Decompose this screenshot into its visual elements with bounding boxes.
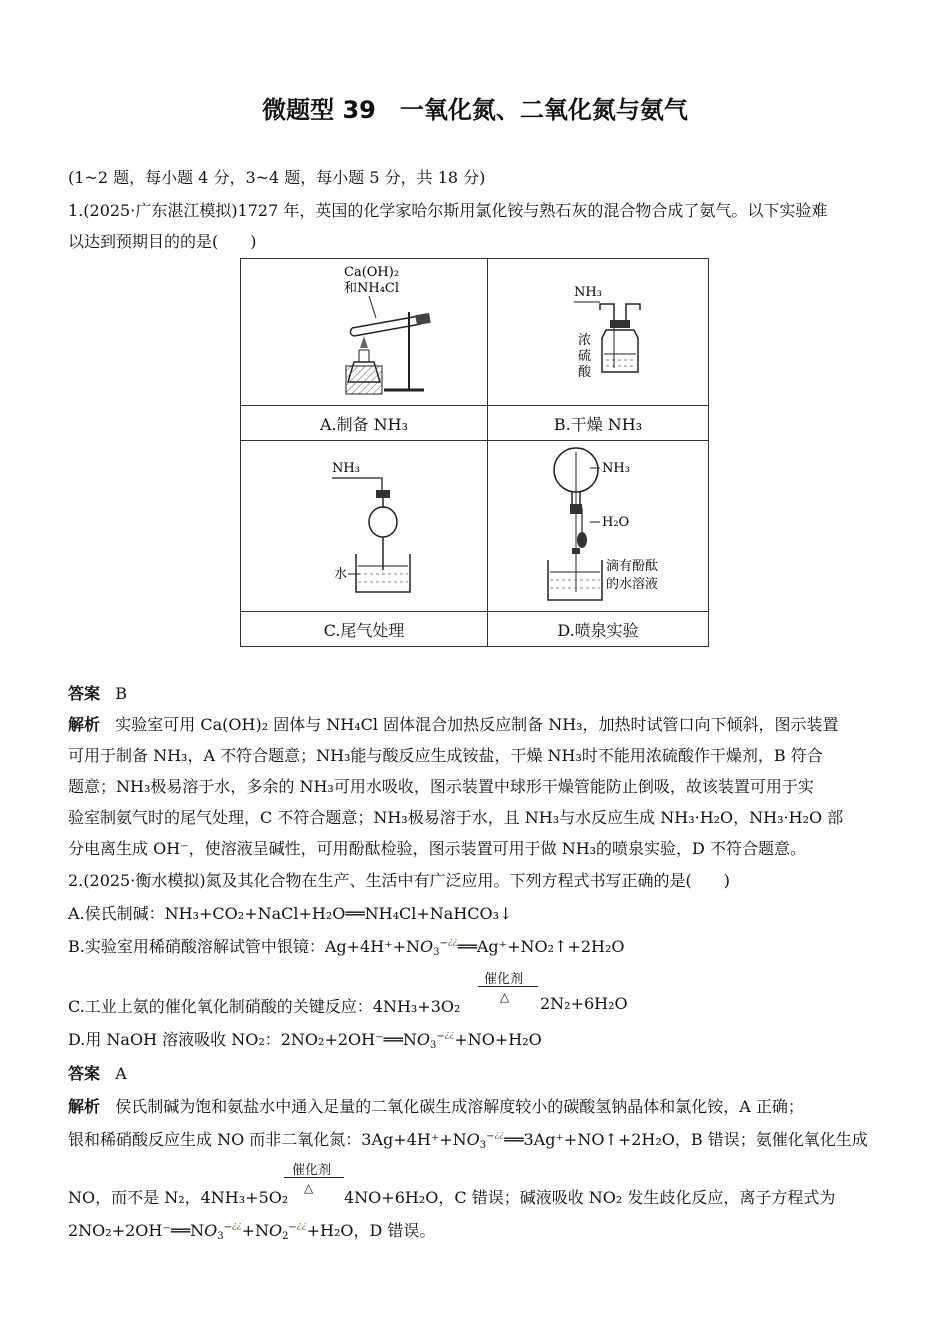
ion-sub: 3	[433, 947, 440, 958]
q2-option-d	[68, 1027, 542, 1050]
b-acid-3: 酸	[578, 365, 592, 380]
ion-o: O	[204, 1221, 218, 1240]
q2-analysis-3-post: 4NO+6H₂O，C 错误；碱液吸收 NO₂ 发生歧化反应，离子方程式为	[344, 1188, 836, 1207]
q2-analysis-line-4	[68, 1218, 435, 1241]
q2-option-a: A.侯氏制碱：NH₃+CO₂+NaCl+H₂O══NH₄Cl+NaHCO₃↓	[68, 904, 513, 923]
apparatus-table	[240, 258, 709, 647]
q1-answer-value: B	[115, 684, 128, 703]
q2-option-d-pre: D.用 NaOH 溶液吸收 NO₂：2NO₂+2OH⁻══N	[68, 1030, 417, 1049]
caption-b: B.干燥 NH₃	[488, 406, 709, 441]
ion-sup: −	[288, 1222, 297, 1233]
caption-c: C.尾气处理	[241, 612, 488, 647]
c-stopper	[376, 490, 390, 498]
q2-analysis-4-mid: +N	[241, 1221, 270, 1240]
ion-sup: −	[486, 1131, 495, 1142]
odd-glyphs: ¿¿	[447, 937, 458, 947]
question-2-stem: 2.(2025·衡水模拟)氮及其化合物在生产、生活中有广泛应用。下列方程式书写正确的是( )	[68, 871, 731, 890]
q2-option-d-post: +NO+H₂O	[454, 1030, 542, 1049]
q2-option-c-pre: C.工业上氨的催化氧化制硝酸的关键反应：4NH₃+3O₂	[68, 997, 461, 1016]
ion-o: O	[416, 1030, 430, 1049]
ion-sup: −	[439, 938, 448, 949]
q2-option-c-post: 2N₂+6H₂O	[540, 994, 628, 1013]
ion-sup: −	[223, 1222, 232, 1233]
d-clamp	[572, 548, 580, 554]
question-1-stem-2: 以达到预期目的的是( )	[68, 232, 257, 251]
q1-analysis-line-1	[68, 712, 839, 735]
option-c-catalyst: 催化剂	[484, 972, 524, 987]
ion-o: O	[420, 937, 434, 956]
d-solution-2: 的水溶液	[606, 576, 659, 592]
q2-analysis-4-post: +H₂O，D 错误。	[306, 1221, 436, 1240]
q2-answer-label: 答案	[68, 1064, 101, 1083]
d-beaker-icon	[548, 560, 602, 600]
q1-answer	[68, 681, 127, 704]
score-intro: (1~2 题，每小题 4 分，3~4 题，每小题 5 分，共 18 分)	[68, 168, 486, 187]
cell-c-figure	[241, 441, 488, 612]
c-nh3-label: NH₃	[332, 460, 360, 476]
q2-analysis-line-2	[68, 1127, 868, 1150]
caption-d: D.喷泉实验	[488, 612, 709, 647]
caption-a: A.制备 NH₃	[241, 406, 488, 441]
b-acid-2: 硫	[578, 349, 592, 364]
q2-analysis-label: 解析	[68, 1097, 101, 1116]
q2-analysis-4-pre: 2NO₂+2OH⁻══N	[68, 1221, 205, 1240]
ion-o: O	[466, 1130, 480, 1149]
q2-analysis-3-pre: NO，而不是 N₂，4NH₃+5O₂	[68, 1188, 289, 1207]
question-1-stem: 1.(2025·广东湛江模拟)1727 年，英国的化学家哈尔斯用氯化铵与熟石灰的混合物合成了氨气。以下实验难	[68, 201, 828, 220]
cell-b-figure	[488, 259, 709, 406]
ion-sub: 3	[217, 1231, 224, 1242]
d-solution-1: 滴有酚酞	[606, 558, 659, 574]
analysis-reaction-bar	[284, 1177, 344, 1178]
odd-glyphs: ¿¿	[231, 1221, 242, 1231]
ion-sub: 3	[479, 1140, 487, 1151]
q1-analysis-line-4: 验室制氨气时的尾气处理，C 不符合题意；NH₃极易溶于水，且 NH₃与水反应生成 NH₃·H₂O，NH₃·H₂O 部	[68, 808, 844, 827]
q2-option-b-post: ══Ag⁺+NO₂↑+2H₂O	[457, 937, 625, 956]
round-flask-icon	[554, 448, 598, 592]
ion-sub: 3	[429, 1040, 437, 1051]
q2-option-b	[68, 934, 625, 957]
label-nh4cl: 和NH₄Cl	[344, 281, 400, 296]
b-nh3-label: NH₃	[574, 285, 602, 300]
analysis-heat: △	[304, 1181, 314, 1195]
q1-analysis-line-5: 分电离生成 OH⁻，使溶液呈碱性，可用酚酞检验，图示装置可用于做 NH₃的喷泉实验，D 不符合题意。	[68, 839, 806, 858]
b-acid-1: 浓	[578, 333, 592, 348]
wooden-block-icon	[346, 366, 382, 394]
cell-d-figure	[488, 441, 709, 612]
ion-o: O	[269, 1221, 283, 1240]
option-c-reaction-bar	[478, 986, 538, 987]
cell-a-figure	[241, 259, 488, 406]
q1-analysis-text-1: 实验室可用 Ca(OH)₂ 固体与 NH₄Cl 固体混合加热反应制备 NH₃，加热时试管口向下倾斜，图示装置	[115, 715, 839, 734]
odd-glyphs: ¿¿	[296, 1221, 307, 1231]
q2-option-b-pre: B.实验室用稀硝酸溶解试管中银镜：Ag+4H⁺+N	[68, 937, 421, 956]
drying-bulb-icon	[369, 498, 397, 570]
analysis-catalyst: 催化剂	[292, 1163, 332, 1178]
q2-answer	[68, 1061, 127, 1084]
c-water-label: 水	[334, 566, 348, 582]
q2-analysis-line-1	[68, 1094, 804, 1117]
pointer-line	[369, 296, 376, 318]
option-c-heat: △	[500, 990, 510, 1004]
q2-answer-value: A	[115, 1064, 127, 1083]
q1-analysis-line-2: 可用于制备 NH₃，A 不符合题意；NH₃能与酸反应生成铵盐，干燥 NH₃时不能用浓硫酸作干燥剂，B 符合	[68, 746, 823, 765]
q1-analysis-line-3: 题意；NH₃极易溶于水，多余的 NH₃可用水吸收，图示装置中球形干燥管能防止倒吸，故该装置可用于实	[68, 777, 814, 796]
page-title: 微题型 39 一氧化氮、二氧化氮与氨气	[262, 96, 688, 124]
odd-glyphs: ¿¿	[444, 1030, 455, 1040]
q2-analysis-2-pre: 银和稀硝酸反应生成 NO 而非二氧化氮：3Ag+4H⁺+N	[68, 1130, 467, 1149]
ion-sup: −	[436, 1031, 445, 1042]
q1-analysis-label: 解析	[68, 715, 101, 734]
c-inlet-tube	[332, 478, 382, 490]
q2-analysis-text-1: 侯氏制碱为饱和氨盐水中通入足量的二氧化碳生成溶解度较小的碳酸氢钠晶体和氯化铵，A 正确；	[115, 1097, 804, 1116]
ion-sub: 2	[282, 1231, 289, 1242]
d-nh3-label: NH₃	[602, 460, 630, 476]
test-tube-icon	[350, 313, 430, 336]
gas-washing-bottle-icon	[600, 304, 640, 372]
d-h2o-label: H₂O	[602, 514, 630, 530]
q1-answer-label: 答案	[68, 684, 101, 703]
label-caoh2: Ca(OH)₂	[344, 265, 400, 280]
q2-analysis-2-post: ══3Ag⁺+NO↑+2H₂O，B 错误；氨催化氧化生成	[504, 1130, 868, 1149]
odd-glyphs: ¿¿	[494, 1130, 505, 1140]
